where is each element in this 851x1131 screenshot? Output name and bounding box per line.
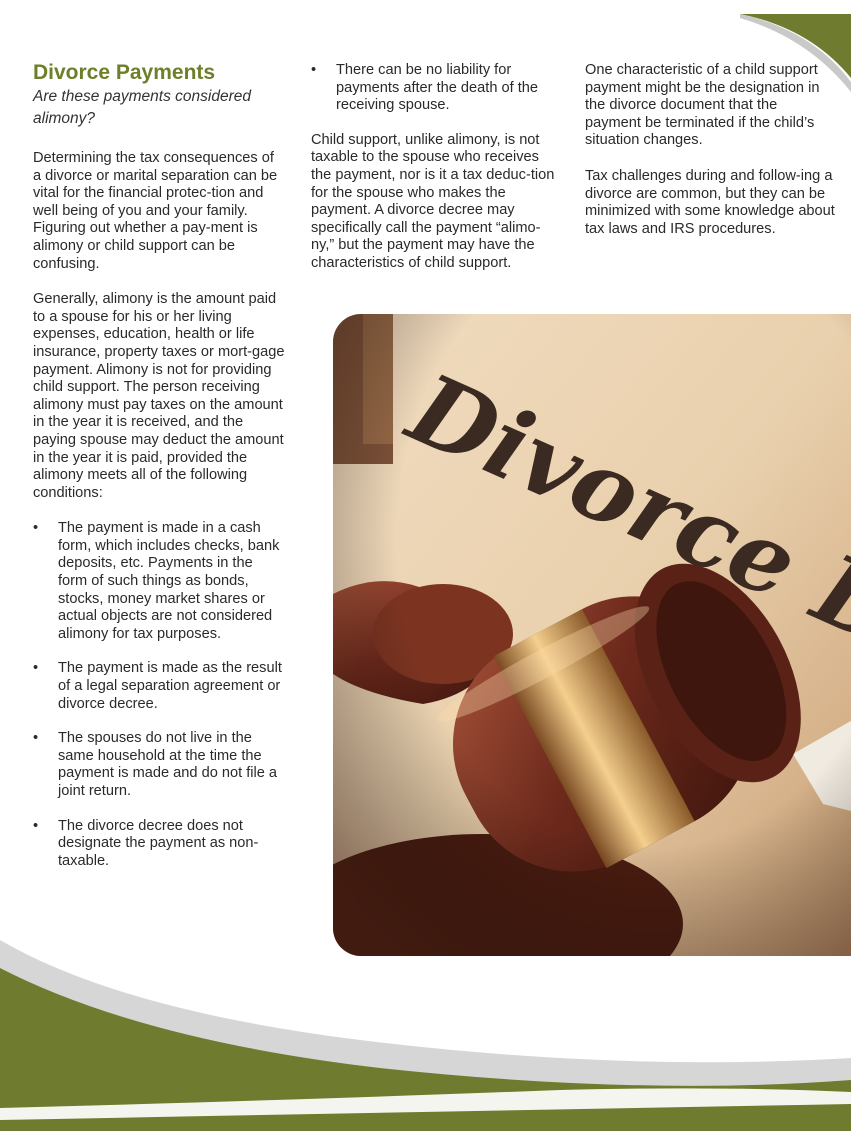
gavel-on-divorce-decree-image — [333, 314, 851, 956]
list-item: • There can be no liability for payments after the death of the receiving spouse. — [311, 62, 563, 115]
characteristic-paragraph: One characteristic of a child support payment might be the designation in the divorce document that the payment be terminated if the child’s situation changes. — [585, 62, 820, 149]
intro-paragraph: Determining the tax consequences of a divorce or marital separation can be vital for the financial protec-tion and well being of you and your family. Figuring out whether a pay-ment is alimony or child support can be confusing. — [33, 150, 278, 272]
list-item: • The divorce decree does not designate the payment as non-taxable. — [33, 818, 285, 871]
list-item: • The spouses do not live in the same household at the time the payment is made and do not file a joint return. — [33, 730, 285, 800]
child-support-paragraph: Child support, unlike alimony, is not taxable to the spouse who receives the payment, nor is it a tax deduc-tion for the spouse who makes the payment. A divorce decree may specifically call the payment “alimo-ny,” but the payment may have the characteristics of child support. — [311, 131, 555, 271]
list-item: • The payment is made as the result of a legal separation agreement or divorce decree. — [33, 660, 285, 713]
article-subtitle: Are these payments considered alimony? — [33, 88, 251, 127]
column-right — [585, 62, 837, 256]
conclusion-paragraph: Tax challenges during and follow-ing a divorce are common, but they can be minimized with some knowledge about tax laws and IRS procedures. — [585, 167, 835, 237]
conditions-list-continued — [311, 62, 563, 115]
list-item: • The payment is made in a cash form, which includes checks, bank deposits, etc. Payments in the form of such things as bonds, stocks, money market shares or actual objects are not considered alimony for tax purposes. — [33, 520, 285, 643]
article-title: Divorce Payments — [33, 61, 216, 84]
conditions-list — [33, 520, 285, 870]
column-left — [33, 60, 285, 887]
column-middle — [311, 62, 563, 291]
definition-paragraph: Generally, alimony is the amount paid to a spouse for his or her living expenses, education, health or life insurance, property taxes or mort-gage payment. Alimony is not for providing child support. The person receiving alimony must pay taxes on the amount in the year it is received, and the paying spouse may deduct the amount in the year it is paid, provided the alimony meets all of the following conditions: — [33, 291, 285, 501]
photo-vignette — [333, 314, 851, 956]
